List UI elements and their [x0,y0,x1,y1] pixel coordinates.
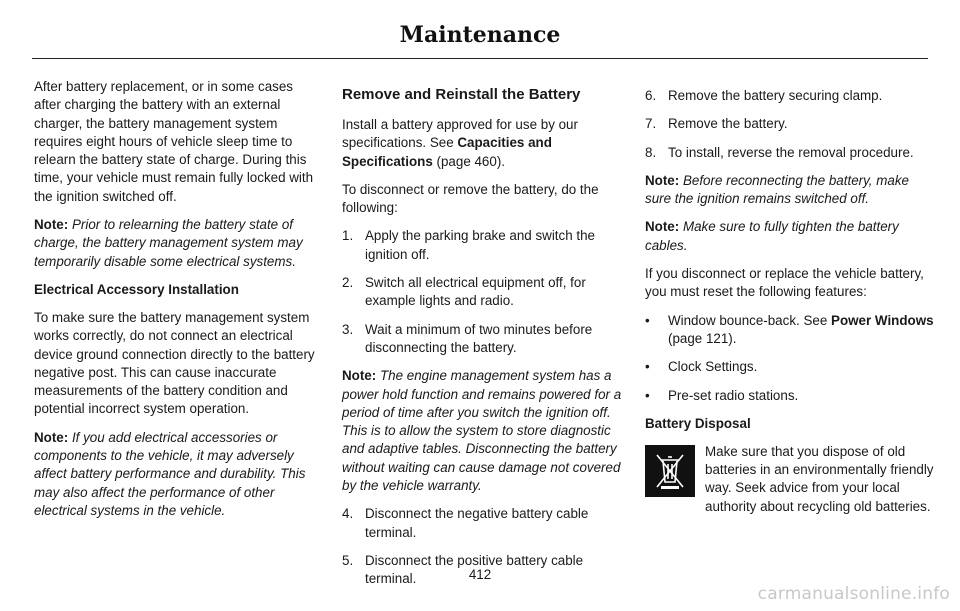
page-number: 412 [468,567,492,582]
section-heading-accessory: Electrical Accessory Installation [34,281,239,297]
step-text: To install, reverse the removal procedure. [668,144,914,160]
note-text: The engine management system has a power hold function and remains powered for a period of time after you switch the ignition off. This is to allow the system to store diagnostic and adaptive tables. Disconnecting the battery without waiting can cause damage not covered by the vehicle warranty. [342,368,622,494]
note-text: Make sure to fully tighten the battery cables. [645,219,899,253]
steps-list-c [645,87,935,162]
header-rule [32,58,928,59]
step-number: 7. [645,116,657,132]
step-number: 6. [645,88,657,103]
step-text: Remove the battery. [668,116,788,132]
column-3 [645,78,935,516]
list-item [342,227,626,264]
reset-features-paragraph: If you disconnect or replace the vehicle battery, you must reset the following features: [645,266,924,300]
step-number: 3. [342,321,354,337]
column-1 [34,78,322,530]
note-label: Note: [34,217,69,233]
note-relearn [34,216,322,271]
step-text: Disconnect the negative battery cable terminal. [365,506,589,540]
note-ignition [645,172,935,209]
list-item [645,358,935,376]
step-text: Disconnect the positive battery cable terminal. [365,552,584,587]
list-item [645,387,935,405]
note-label: Note: [342,368,377,384]
page-title: Maintenance [399,22,561,48]
list-item [645,87,935,105]
step-number: 2. [342,275,354,291]
step-number: 5. [342,552,354,568]
note-text: Before reconnecting the battery, make sure the ignition remains switched off. [645,172,909,207]
step-text: Wait a minimum of two minutes before disconnecting the battery. [365,321,593,355]
step-text: Switch all electrical equipment off, for example lights and radio. [365,275,586,309]
disposal-text: Make sure that you dispose of old batteries in an environmentally friendly way. Seek advice from your local authority about recycling old batteries. [705,443,934,514]
list-item [342,274,626,311]
power-windows-link[interactable]: Power Windows [831,312,934,328]
list-item [645,312,935,349]
bullet: • [645,387,650,403]
list-item [342,505,626,542]
note-label: Note: [645,172,680,188]
watermark: carmanualsonline.info [757,584,950,604]
feature-text: Clock Settings. [668,359,758,375]
disposal-block [645,443,935,516]
list-item [645,144,935,162]
step-text: Apply the parking brake and switch the ignition off. [365,228,596,262]
crossed-out-bin-icon [645,445,695,497]
note-text: If you add electrical accessories or components to the vehicle, it may adversely affect battery performance and durability. This may also affect the performance of other electrical systems in the vehicle. [34,429,306,518]
step-number: 1. [342,228,354,244]
accessory-paragraph: To make sure the battery management system works correctly, do not connect an electrical device ground connection directly to the battery negative post. This can cause inaccurate measurements of the battery condition and potential incorrect system operation. [34,309,315,417]
note-text: Prior to relearning the battery state of charge, the battery management system may temporarily disable some electrical systems. [34,217,303,269]
feature-text: Pre-set radio stations. [668,387,799,403]
section-heading-disposal: Battery Disposal [645,415,751,431]
disconnect-intro: To disconnect or remove the battery, do the following: [342,181,599,216]
paragraph-text: Install a battery approved for use by our specifications. See [342,117,578,151]
step-number: 8. [645,144,657,160]
bullet: • [645,359,650,375]
capacities-link[interactable]: Capacities and Specifications [342,135,552,169]
step-text: Remove the battery securing clamp. [668,88,883,103]
features-list [645,312,935,405]
list-item [342,321,626,358]
steps-list-a [342,227,626,357]
note-power-hold [342,367,626,495]
note-accessories [34,429,322,520]
step-number: 4. [342,506,354,522]
section-heading-remove-reinstall: Remove and Reinstall the Battery [342,86,581,103]
list-item [645,115,935,133]
feature-text: Window bounce-back. See [668,312,832,328]
column-2 [342,78,626,599]
note-label: Note: [645,219,680,235]
page-reference: (page 460). [432,153,506,169]
page-reference: (page 121). [668,330,737,346]
bullet: • [645,312,650,328]
battery-relearn-paragraph: After battery replacement, or in some cases after charging the battery with an external charger, the battery management system requires eight hours of vehicle sleep time to relearn the battery state of charge. During this time, your vehicle must remain fully locked with the ignition switched off. [34,79,314,204]
approved-battery-paragraph [342,116,626,171]
note-tighten [645,218,935,255]
note-label: Note: [34,429,69,445]
